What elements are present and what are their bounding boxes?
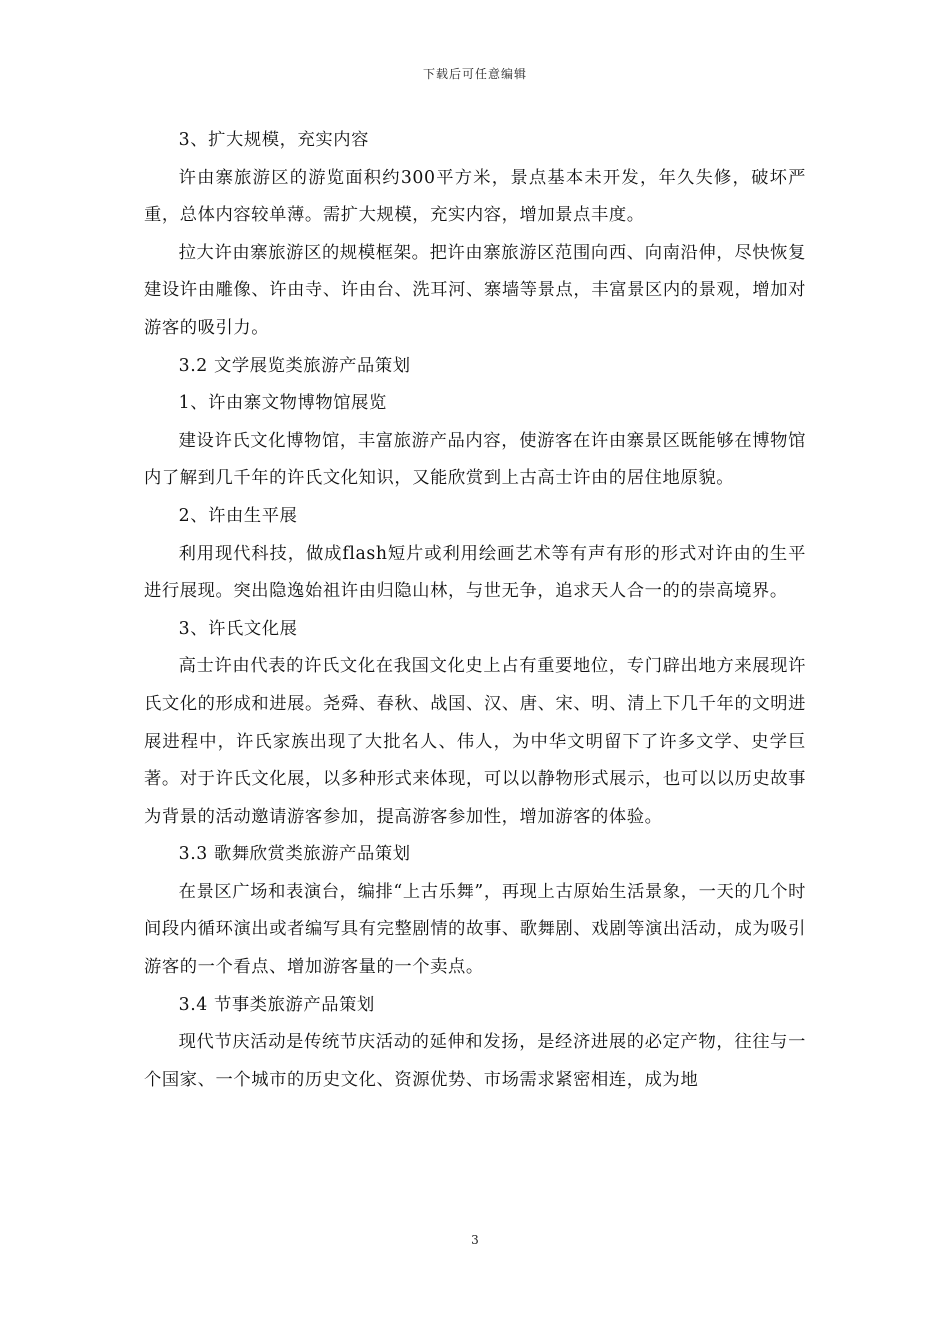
section-heading: 3、许氏文化展 (178, 618, 298, 639)
document-body (144, 122, 806, 1099)
paragraph: 在景区广场和表演台，编排“上古乐舞”，再现上古原始生活景象，一天的几个时间段内循环演出或者编写具有完整剧情的故事、歌舞剧、戏剧等演出活动，成为吸引游客的一个看点、增加游客量的一个卖点。 (144, 881, 806, 978)
section-heading: 3.2 文学展览类旅游产品策划 (178, 355, 411, 376)
section-heading: 3.4 节事类旅游产品策划 (178, 994, 375, 1015)
paragraph: 许由寨旅游区的游览面积约300平方米，景点基本未开发，年久失修，破坏严重，总体内容较单薄。需扩大规模，充实内容，增加景点丰度。 (144, 167, 806, 226)
paragraph: 建设许氏文化博物馆，丰富旅游产品内容，使游客在许由寨景区既能够在博物馆内了解到几千年的许氏文化知识，又能欣赏到上古高士许由的居住地原貌。 (144, 430, 806, 489)
paragraph: 利用现代科技，做成flash短片或利用绘画艺术等有声有形的形式对许由的生平进行展现。突出隐逸始祖许由归隐山林，与世无争，追求天人合一的的崇高境界。 (144, 543, 806, 602)
paragraph: 拉大许由寨旅游区的规模框架。把许由寨旅游区范围向西、向南沿伸，尽快恢复建设许由雕像、许由寺、许由台、洗耳河、寨墙等景点，丰富景区内的景观，增加对游客的吸引力。 (144, 242, 806, 338)
section-heading: 3、扩大规模，充实内容 (178, 130, 370, 150)
paragraph: 高士许由代表的许氏文化在我国文化史上占有重要地位，专门辟出地方来展现许氏文化的形成和进展。尧舜、春秋、战国、汉、唐、宋、明、清上下几千年的文明进展进程中，许氏家族出现了大批名人、伟人，为中华文明留下了许多文学、史学巨著。对于许氏文化展，以多种形式来体现，可以以静物形式展示，也可以以历史故事为背景的活动邀请游客参加，提高游客参加性，增加游客的体验。 (144, 656, 806, 827)
page-number: 3 (471, 1233, 479, 1247)
section-heading: 1、许由寨文物博物馆展览 (178, 393, 387, 414)
section-heading: 2、许由生平展 (178, 505, 298, 526)
section-heading: 3.3 歌舞欣赏类旅游产品策划 (178, 844, 411, 865)
paragraph: 现代节庆活动是传统节庆活动的延伸和发扬，是经济进展的必定产物，往往与一个国家、一个城市的历史文化、资源优势、市场需求紧密相连，成为地 (144, 1032, 806, 1090)
page-header: 下载后可任意编辑 (422, 67, 527, 81)
